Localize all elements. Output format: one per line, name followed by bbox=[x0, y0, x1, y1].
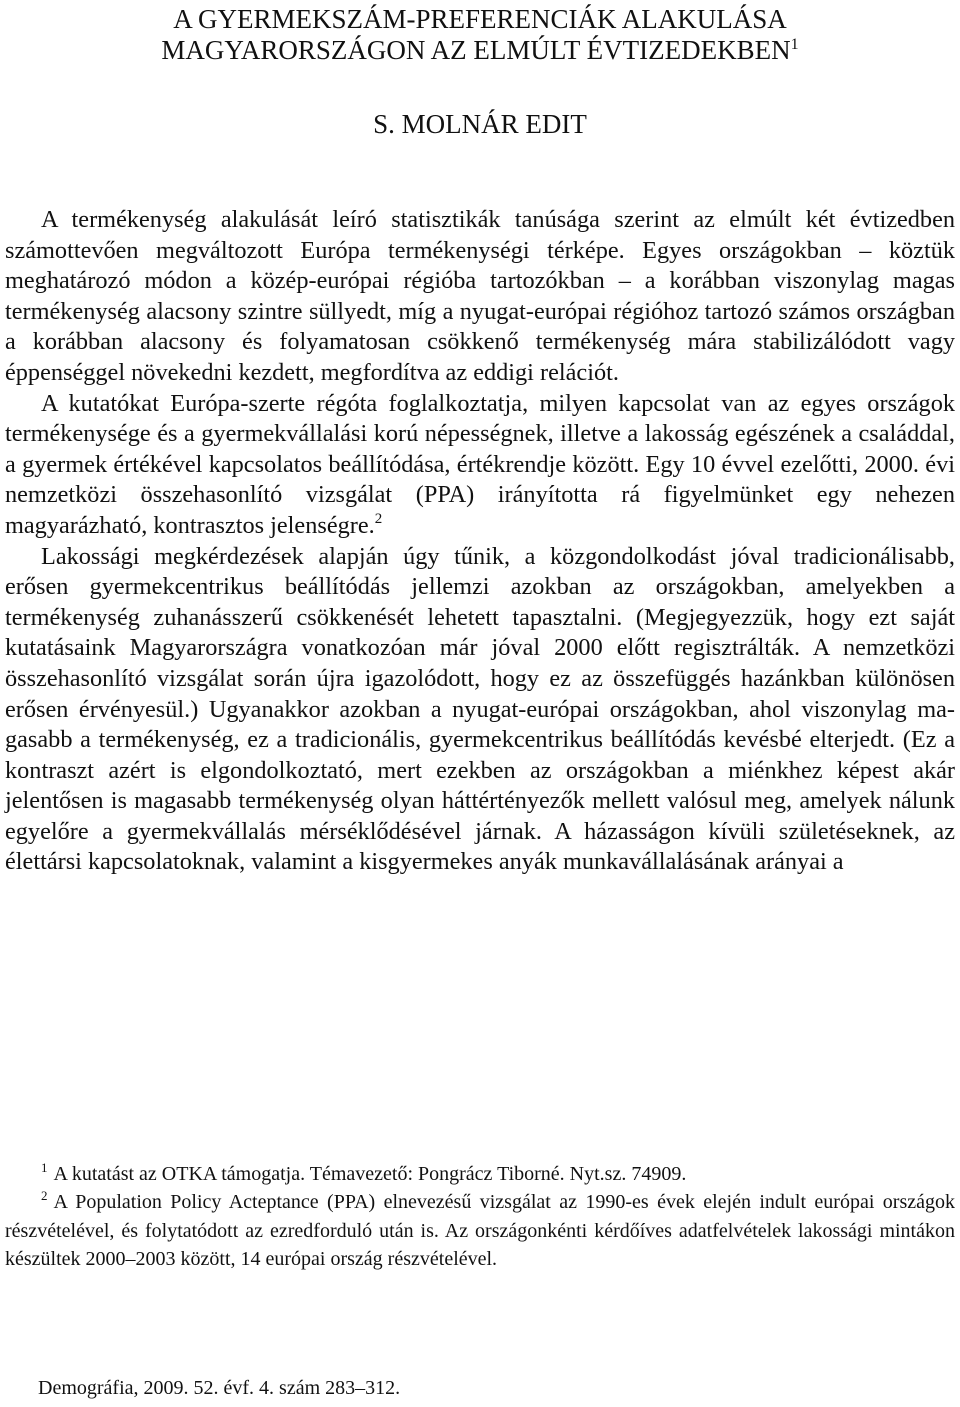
footnotes bbox=[5, 1160, 955, 1273]
title-footnote-mark: 1 bbox=[790, 36, 799, 53]
footnote-2 bbox=[5, 1188, 955, 1273]
footnote-ref-2: 2 bbox=[374, 510, 383, 527]
title-line-1: A GYERMEKSZÁM-PREFERENCIÁK ALAKULÁSA bbox=[173, 4, 787, 34]
footnote-2-text: A Population Policy Acteptance (PPA) elnevezésű vizsgálat az 1990-es évek elején indult európai országok részvételével, és folytatódott az ezredforduló után is. Az országonkénti kérdőíves adatfelvételek lakossági mintákon készültek 2000–2003 között, 14 európai ország részvételével. bbox=[5, 1191, 955, 1270]
footnote-2-mark: 2 bbox=[41, 1188, 48, 1204]
paragraph-3-text: Lakossági megkérdezések alapján úgy tűnik, a közgondolkodást jóval tradicionálisabb, erősen gyermekcentrikus beállítódás jellemzi azokban az országokban, amelyekben a termékenység zuhanásszerű csökkenését lehetett tapasztalni. (Megjegyezzük, hogy ezt saját kutatásaink Magyarországra vonatkozóan már jóval 2000 előtt regisztrálták. A nemzetközi összehasonlító vizsgálat során újra igazolódott, hogy ez az összefüggés hazánkban különösen erősen érvényesül.) Ugyanakkor azokban a nyugat-európai országokban, ahol viszonylag magasabb a termékenység, ez a tradicionális, gyermekcentrikus beállítódás kevésbé elterjedt. (Ez a kontraszt azért is elgondolkoztató, mert ezekben az országokban a miénkhez képest akár jelentősen is magasabb termékenység olyan háttértényezők mellett valósul meg, amelyek nálunk egyelőre a gyermekvállalás mérséklődésével járnak. A házasságon kívüli születéseknek, az élettársi kapcsolatoknak, valamint a kisgyermekes anyák munkavállalásának arányai a bbox=[5, 542, 955, 876]
title-line-2: MAGYARORSZÁGON AZ ELMÚLT ÉVTIZEDEKBEN bbox=[161, 35, 791, 65]
paragraph-2 bbox=[5, 389, 955, 542]
paragraph-1-text: A termékenység alakulását leíró statisztikák tanúsága szerint az elmúlt két évtizedben számottevően megváltozott Európa termékenységi térképe. Egyes országokban – köztük meghatározó módon a közép-európai régióba tartozókban – a korábban viszonylag magas termékenység alacsony szintre süllyedt, míg a nyugat-európai régióhoz tartozó számos országban a korábban alacsony és folyamatosan csökkenő termékenység mára stabilizálódott vagy éppenséggel növekedni kezdett, megfordítva az eddigi relációt. bbox=[5, 206, 955, 386]
footnote-1-mark: 1 bbox=[41, 1160, 48, 1175]
journal-citation: Demográfia, 2009. 52. évf. 4. szám 283–312. bbox=[38, 1377, 401, 1399]
article-title bbox=[5, 4, 955, 66]
footnote-1 bbox=[5, 1160, 955, 1188]
footnote-1-text: A kutatást az OTKA támogatja. Témavezető: Pongrácz Tiborné. Nyt.sz. 74909. bbox=[53, 1163, 687, 1185]
author-name: S. MOLNÁR EDIT bbox=[373, 109, 587, 139]
paragraph-3 bbox=[5, 542, 955, 879]
paragraph-2-text: A kutatókat Európa-szerte régóta foglalkoztatja, milyen kapcsolat van az egyes országok termékenysége és a gyermekvállalási korú népességnek, illetve a lakosság egészének a családdal, a gyermek értékével kapcsolatos beállítódása, értékrendje között. Egy 10 évvel ezelőtti, 2000. évi nemzetközi összehasonlító vizsgálat (PPA) irányította rá figyelmünket egy nehezen magyarázható, kontrasztos jelenségre. bbox=[5, 389, 955, 539]
document-page bbox=[5, 0, 955, 878]
article-body bbox=[5, 205, 955, 878]
paragraph-1 bbox=[5, 205, 955, 389]
